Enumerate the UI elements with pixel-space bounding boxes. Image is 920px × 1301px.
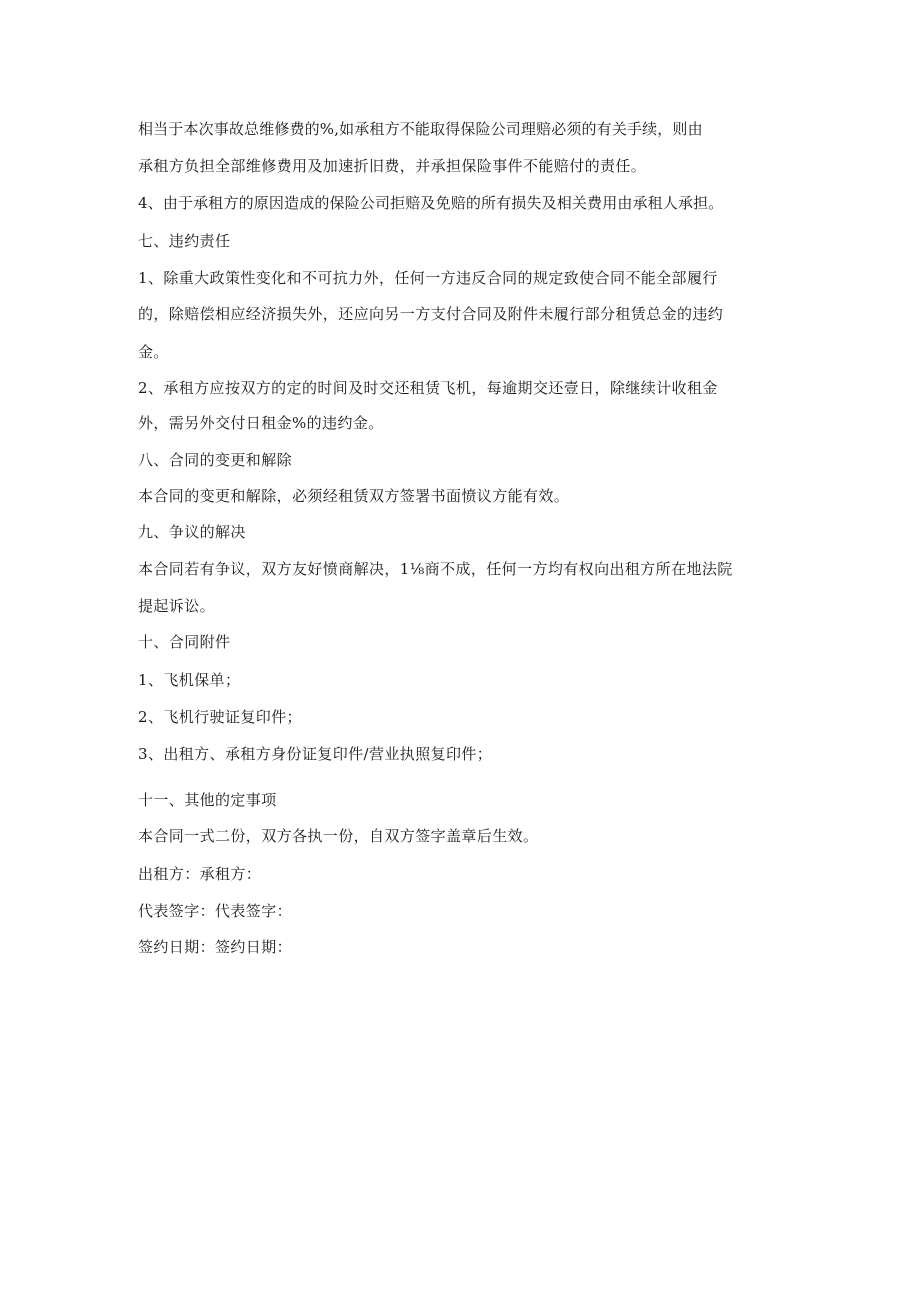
attachment-item: 2、飞机行驶证复印件； [138,708,302,726]
clause-4-line: 4、由于承租方的原因造成的保险公司拒赔及免赔的所有损失及相关费用由承租人承担。 [138,194,724,212]
text-line: 相当于本次事故总维修费的%,如承租方不能取得保险公司理赔必须的有关手续，则由 [138,120,703,138]
text-line: 本合同一式二份，双方各执一份，自双方签字盖章后生效。 [138,827,539,845]
attachment-item: 3、出租方、承租方身份证复印件/营业执照复印件； [138,745,493,763]
clause-1-line: 1、除重大政策性变化和不可抗力外，任何一方违反合同的规定致使合同不能全部履行 [138,269,718,287]
section-heading-attachments: 十、合同附件 [138,633,231,651]
text-line: 提起诉讼。 [138,597,216,615]
signature-dates: 签约日期：签约日期： [138,938,293,956]
text-line: 外，需另外交付日租金%的违约金。 [138,414,384,432]
text-line: 承租方负担全部维修费用及加速折旧费，并承担保险事件不能赔付的责任。 [138,157,647,175]
section-heading-other: 十一、其他的定事项 [138,791,277,809]
attachment-item: 1、飞机保单； [138,671,241,689]
text-line: 的，除赔偿相应经济损失外，还应向另一方支付合同及附件未履行部分租赁总金的违约 [138,305,724,323]
section-heading-breach-liability: 七、违约责任 [138,232,231,250]
section-heading-amendment: 八、合同的变更和解除 [138,451,293,469]
section-heading-dispute: 九、争议的解决 [138,523,246,541]
signature-representatives: 代表签字：代表签字： [138,902,293,920]
text-line: 金。 [138,343,169,361]
text-line: 本合同若有争议，双方友好愤商解决，1⅛商不成，任何一方均有权向出租方所在地法院 [138,560,733,578]
signature-parties: 出租方：承租方： [138,865,262,883]
text-line: 本合同的变更和解除，必须经租赁双方签署书面愤议方能有效。 [138,487,570,505]
clause-2-line: 2、承租方应按双方的定的时间及时交还租赁飞机，每逾期交还壹日，除继续计收租金 [138,379,718,397]
